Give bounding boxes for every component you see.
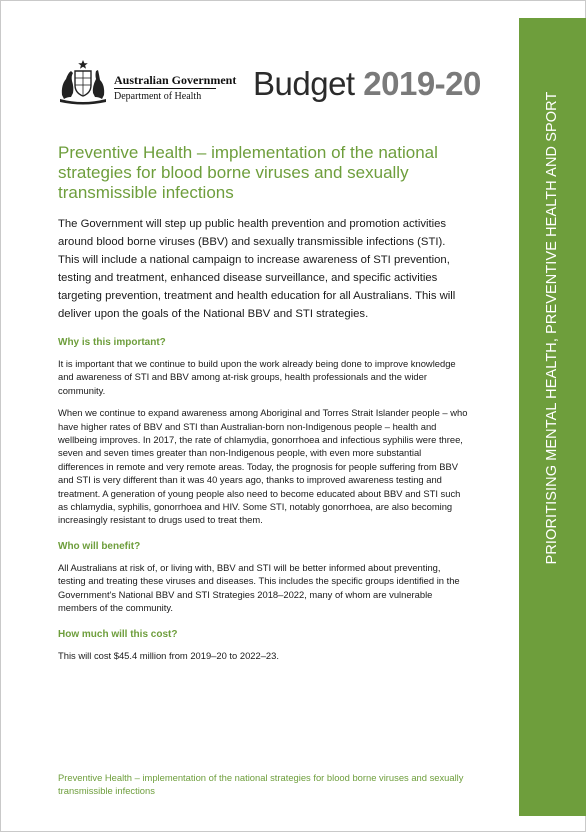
- section-cost: [58, 629, 468, 662]
- section-who: [58, 541, 468, 615]
- section-heading: Why is this important?: [58, 337, 166, 348]
- section-paragraph: It is important that we continue to build upon the work already being done to improve knowledge and awareness of STI and BBV among at-risk groups, health professionals and the wider community.: [58, 358, 456, 396]
- intro-paragraph: The Government will step up public health prevention and promotion activities around blood borne viruses (BBV) and sexually transmissible infections (STI). This will include a national campaign to increase awareness of STI prevention, testing and treatment, enhanced disease surveillance, and specific activities targeting prevention, treatment and health education for all Australians. This will deliver upon the goals of the National BBV and STI strategies.: [58, 218, 456, 320]
- page-footer: Preventive Health – implementation of the national strategies for blood borne viruses and sexually transmissible infections: [58, 772, 464, 796]
- government-logo: [58, 59, 237, 105]
- side-band-text: PRIORITISING MENTAL HEALTH, PREVENTIVE HEALTH AND SPORT: [544, 91, 560, 565]
- budget-word: Budget: [253, 65, 355, 102]
- logo-divider: [114, 88, 216, 89]
- section-paragraph: All Australians at risk of, or living with, BBV and STI will be better informed about preventing, testing and treating these viruses and diseases. This includes the specific groups identified in the Government's National BBV and STI Strategies 2018–2022, many of whom are vulnerable members of the community.: [58, 561, 460, 614]
- section-paragraph: When we continue to expand awareness among Aboriginal and Torres Strait Islander people – who have higher rates of BBV and STI than Australian-born non-Indigenous people – health and wellbeing improves. In 2017, the rate of chlamydia, gonorrhoea and infectious syphilis were three, seven and seven times greater than non-Indigenous people, with even more substantial differences in remote and very remote areas. Today, the prognosis for people suffering from BBV and STI is very different than it was 40 years ago, thanks to improved awareness testing and treatment. A generation of young people also need to become educated about BBV and STI such as chlamydia, syphilis, gonorrhoea and HIV. Some STI, notably gonorrhoea, are also becoming increasingly resistant to drugs used to treat them.: [58, 407, 468, 526]
- government-name: Australian Government: [114, 73, 237, 87]
- side-band: [519, 18, 586, 816]
- budget-year: 2019-20: [363, 65, 481, 102]
- section-why: [58, 337, 468, 527]
- department-name: Department of Health: [114, 91, 202, 102]
- section-paragraph: This will cost $45.4 million from 2019–20 to 2022–23.: [58, 649, 279, 661]
- main-content: [58, 143, 468, 671]
- section-heading: How much will this cost?: [58, 628, 178, 640]
- page-title: Preventive Health – implementation of the national strategies for blood borne viruses and sexually transmissible infections: [58, 143, 438, 202]
- budget-title: [253, 65, 481, 103]
- section-heading: Who will benefit?: [58, 540, 141, 552]
- coat-of-arms-icon: [58, 59, 108, 105]
